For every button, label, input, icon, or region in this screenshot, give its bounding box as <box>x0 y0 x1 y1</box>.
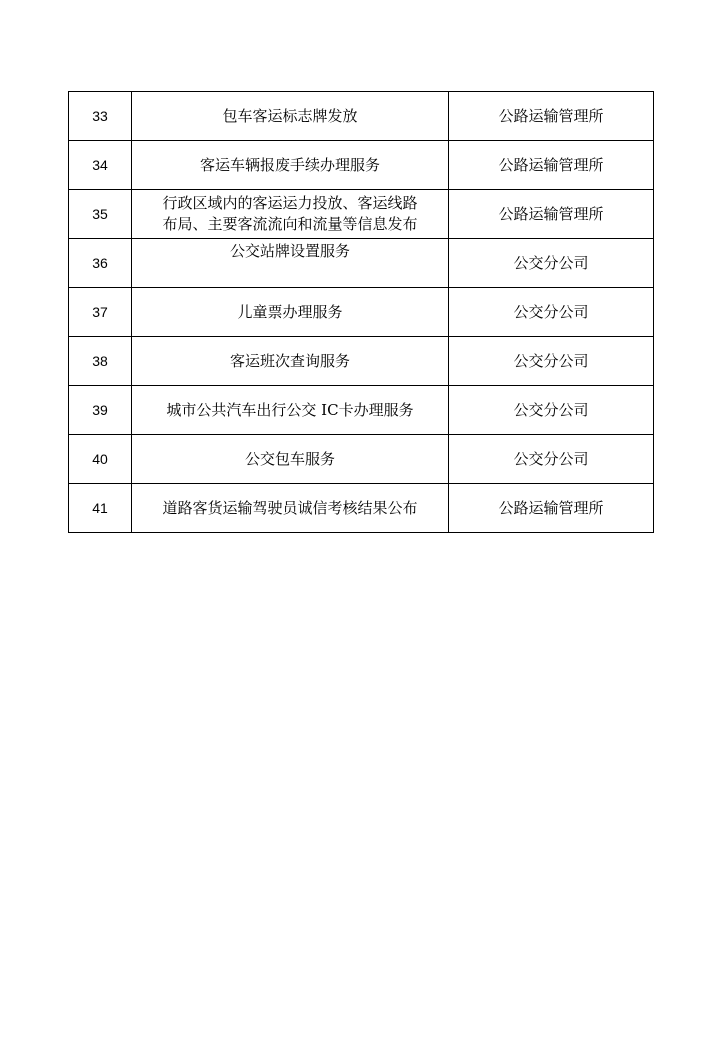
table-row <box>69 435 654 484</box>
row-number: 38 <box>69 337 132 386</box>
table-row <box>69 92 654 141</box>
row-number: 36 <box>69 239 132 288</box>
service-name: 包车客运标志牌发放 <box>132 92 449 141</box>
row-number: 34 <box>69 141 132 190</box>
table-row <box>69 386 654 435</box>
department: 公交分公司 <box>449 239 654 288</box>
service-name: 儿童票办理服务 <box>132 288 449 337</box>
table-row <box>69 141 654 190</box>
row-number: 40 <box>69 435 132 484</box>
table-row <box>69 190 654 239</box>
department: 公交分公司 <box>449 337 654 386</box>
service-name: 城市公共汽车出行公交 IC卡办理服务 <box>132 386 449 435</box>
department: 公交分公司 <box>449 288 654 337</box>
department: 公交分公司 <box>449 386 654 435</box>
department: 公路运输管理所 <box>449 190 654 239</box>
service-name: 道路客货运输驾驶员诚信考核结果公布 <box>132 484 449 533</box>
service-name: 客运车辆报废手续办理服务 <box>132 141 449 190</box>
department: 公路运输管理所 <box>449 141 654 190</box>
row-number: 37 <box>69 288 132 337</box>
service-name-line: 布局、主要客流流向和流量等信息发布 <box>162 215 418 233</box>
service-name-line: 行政区域内的客运运力投放、客运线路 <box>162 194 418 212</box>
department: 公路运输管理所 <box>449 484 654 533</box>
table-row <box>69 288 654 337</box>
table-row <box>69 337 654 386</box>
service-name <box>132 190 449 239</box>
service-name: 公交包车服务 <box>132 435 449 484</box>
department: 公路运输管理所 <box>449 92 654 141</box>
department: 公交分公司 <box>449 435 654 484</box>
table-row <box>69 484 654 533</box>
service-list-table <box>68 91 654 533</box>
service-name: 公交站牌设置服务 <box>132 239 449 288</box>
table-row <box>69 239 654 288</box>
service-name: 客运班次查询服务 <box>132 337 449 386</box>
row-number: 35 <box>69 190 132 239</box>
row-number: 41 <box>69 484 132 533</box>
row-number: 39 <box>69 386 132 435</box>
row-number: 33 <box>69 92 132 141</box>
